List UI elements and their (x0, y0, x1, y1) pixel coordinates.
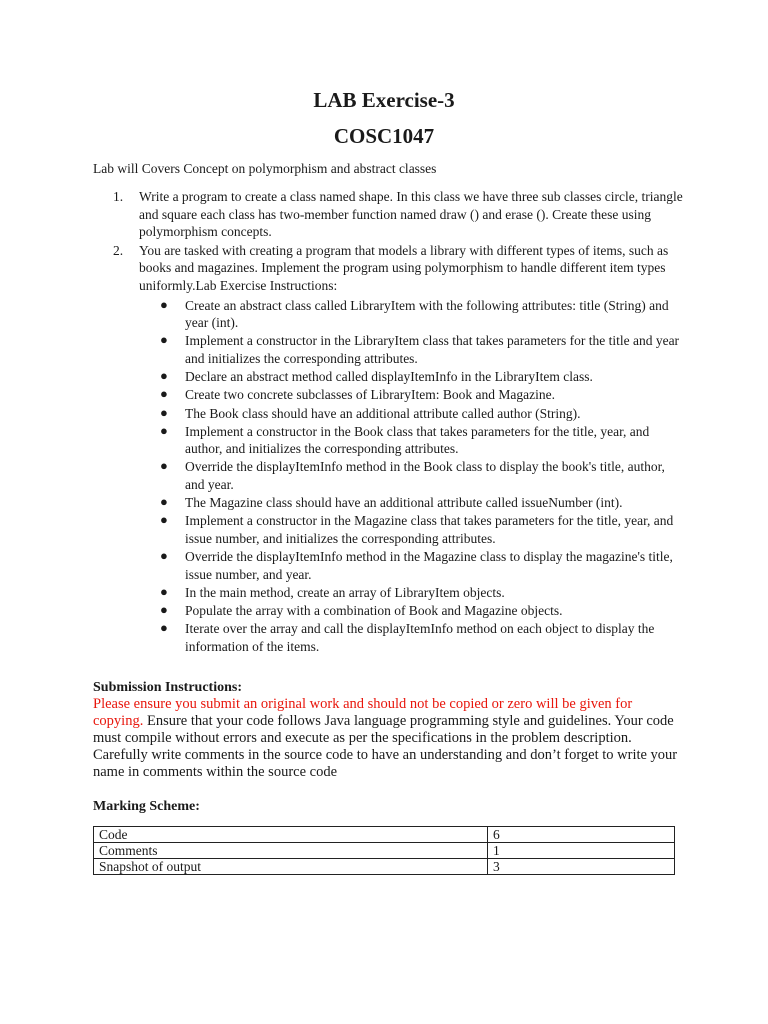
bullet-item: ● Override the displayItemInfo method in the Magazine class to display the magazine's title, issue number, and year. (160, 548, 673, 582)
bullet-icon: ● (160, 512, 168, 528)
bullet-item: ● In the main method, create an array of LibraryItem objects. (160, 584, 505, 600)
criterion-cell: Comments (94, 843, 488, 859)
table-row (94, 843, 675, 859)
bullet-item: ● Create two concrete subclasses of LibraryItem: Book and Magazine. (160, 386, 555, 403)
bullet-icon: ● (160, 368, 168, 384)
bullet-item: ● Implement a constructor in the Magazine class that takes parameters for the title, year, and issue number, and initializes the corresponding attributes. (160, 512, 674, 547)
task-number: 1. (113, 189, 124, 204)
bullet-icon: ● (160, 404, 168, 420)
bullet-icon: ● (160, 494, 168, 510)
bullet-item: ● Declare an abstract method called displayItemInfo in the LibraryItem class. (160, 368, 593, 385)
marking-scheme-table (93, 826, 675, 875)
task-number: 2. (113, 242, 124, 258)
bullet-item: ● Implement a constructor in the LibraryItem class that takes parameters for the title and year and initializes the corresponding attributes. (160, 332, 680, 366)
table-row (94, 859, 675, 875)
lab-title: LAB Exercise-3 (313, 88, 455, 112)
instruction-bullets (139, 297, 683, 656)
criterion-cell: Snapshot of output (94, 859, 488, 875)
task-list (93, 188, 683, 657)
table-row (94, 827, 675, 843)
submission-paragraph (93, 696, 683, 781)
bullet-icon: ● (160, 548, 168, 564)
bullet-icon: ● (160, 386, 168, 402)
marks-cell: 6 (488, 827, 675, 843)
bullet-icon: ● (160, 332, 168, 348)
submission-text: Ensure that your code follows Java language programming style and guidelines. Your code must compile without errors and execute as per the specifications in the problem description. Carefully write comments in the source code to have an understanding and don’t forget to write your name in comments within the source code (93, 713, 678, 780)
bullet-icon: ● (160, 458, 168, 474)
bullet-icon: ● (160, 296, 168, 312)
bullet-item: ● Create an abstract class called LibraryItem with the following attributes: title (String) and year (int). (160, 296, 669, 331)
bullet-item: ● Populate the array with a combination of Book and Magazine objects. (160, 602, 563, 619)
marking-scheme-heading: Marking Scheme: (93, 799, 200, 814)
marks-cell: 3 (488, 859, 675, 875)
bullet-item: ● Iterate over the array and call the displayItemInfo method on each object to display the information of the items. (160, 620, 655, 654)
task-item-1 (93, 188, 683, 241)
criterion-cell: Code (94, 827, 488, 843)
submission-heading: Submission Instructions: (93, 680, 242, 695)
task-text: You are tasked with creating a program that models a library with different types of items, such as books and magazines. Implement the program using polymorphism to handle different item types uniformly.Lab Exercise Instructions: (139, 242, 669, 293)
bullet-icon: ● (160, 620, 168, 636)
bullet-icon: ● (160, 602, 168, 618)
task-text: Write a program to create a class named shape. In this class we have three sub classes circle, triangle and square each class has two-member function named draw () and erase (). Create these using polymorphism concepts. (139, 189, 683, 240)
bullet-icon: ● (160, 422, 168, 438)
intro-text: Lab will Covers Concept on polymorphism and abstract classes (93, 161, 437, 176)
bullet-item: ● Override the displayItemInfo method in the Book class to display the book's title, author, and year. (160, 458, 665, 493)
bullet-icon: ● (160, 584, 168, 599)
bullet-item: ● Implement a constructor in the Book class that takes parameters for the title, year, and author, and initializes the corresponding attributes. (160, 422, 650, 457)
course-code: COSC1047 (333, 124, 435, 148)
task-item-2 (93, 242, 683, 656)
originality-warning: Please ensure you submit an original work and should not be copied or zero will be given for copying. (93, 696, 633, 729)
bullet-item: ● The Book class should have an additional attribute called author (String). (160, 404, 581, 421)
marks-cell: 1 (488, 843, 675, 859)
bullet-item: ● The Magazine class should have an additional attribute called issueNumber (int). (160, 494, 623, 511)
